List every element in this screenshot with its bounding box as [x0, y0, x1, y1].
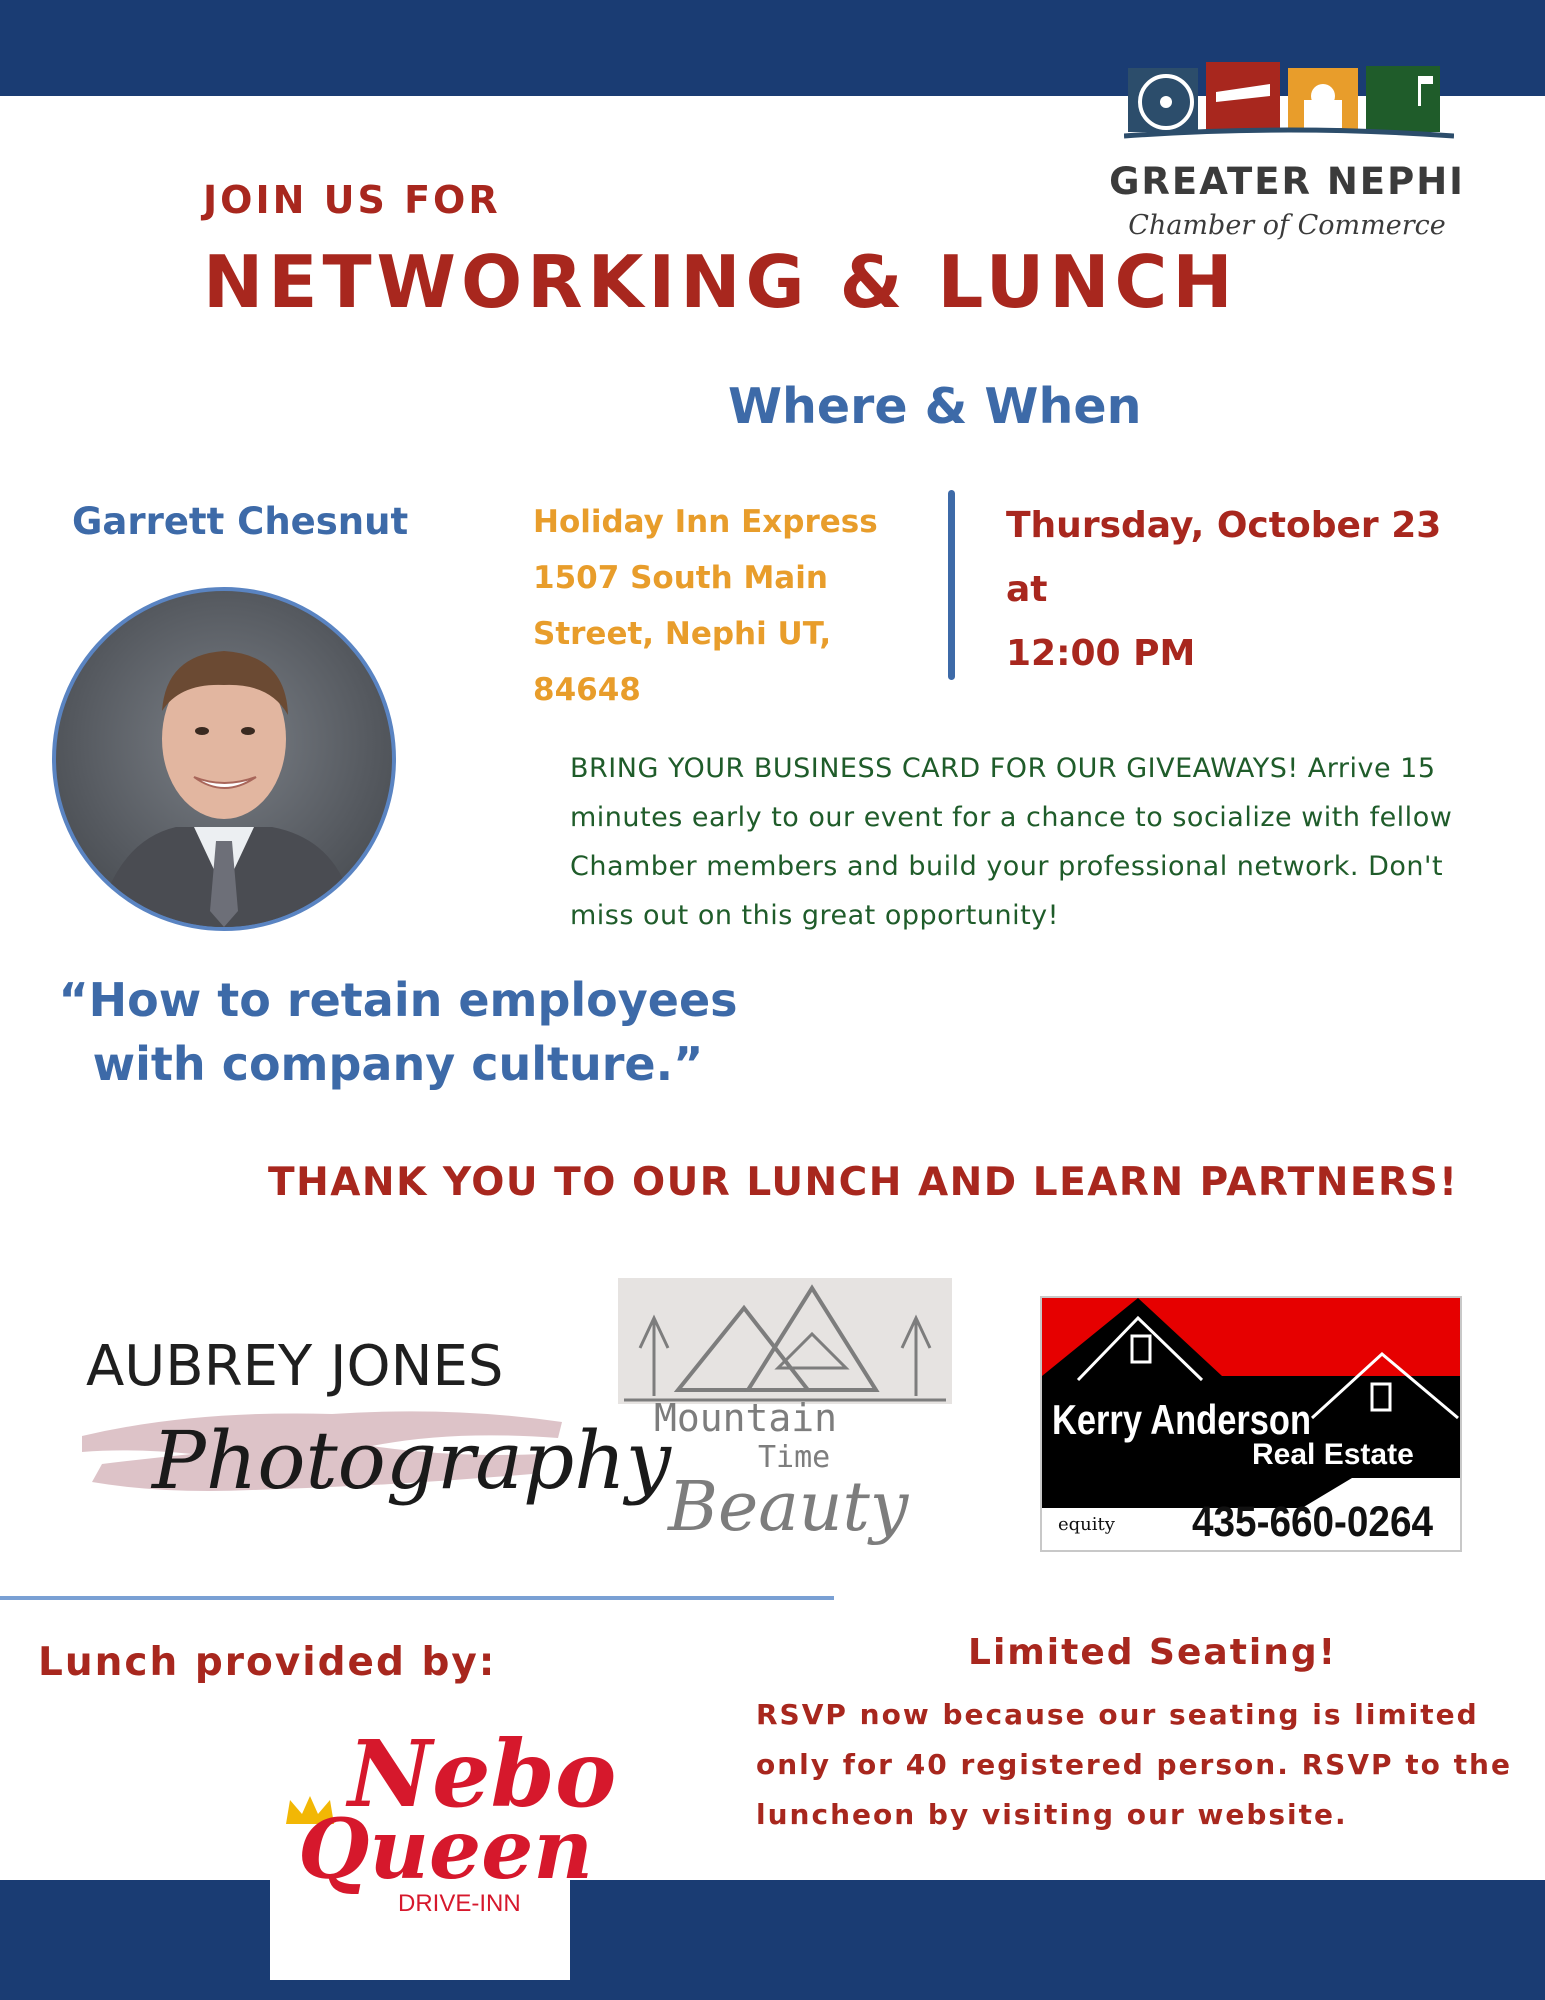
kerry-tagline: Real Estate: [1252, 1438, 1414, 1471]
quote-line: with company culture.”: [92, 1037, 704, 1091]
where-when-heading: Where & When: [728, 378, 1142, 435]
chamber-name: GREATER NEPHI: [1109, 160, 1465, 203]
mtb-line2: Time: [758, 1440, 831, 1475]
section-divider: [0, 1596, 834, 1600]
seating-line: RSVP now because our seating is limited: [756, 1698, 1479, 1731]
promo-line: BRING YOUR BUSINESS CARD FOR OUR GIVEAWAYS! Arrive 15: [570, 753, 1436, 784]
nebo-line2: Queen: [298, 1802, 594, 1898]
speaker-name: Garrett Chesnut: [72, 500, 409, 543]
seating-text: [756, 1690, 1516, 1840]
aubrey-script: Photography: [152, 1414, 671, 1507]
header-kicker: JOIN US FOR: [203, 178, 501, 222]
partners-heading: THANK YOU TO OUR LUNCH AND LEARN PARTNERS!: [268, 1160, 1459, 1205]
mtb-line3: Beauty: [668, 1468, 909, 1547]
chamber-logo-emblem: [1124, 62, 1454, 146]
aubrey-jones-logo: [72, 1318, 671, 1548]
aubrey-name: AUBREY JONES: [86, 1334, 504, 1399]
speaker-portrait-image: [56, 591, 392, 927]
quote-line: “How to retain employees: [58, 973, 738, 1027]
chamber-subtitle: Chamber of Commerce: [1128, 210, 1446, 241]
date-line: Thursday, October 23: [1006, 505, 1442, 546]
bottom-banner: [0, 1880, 1545, 2000]
kerry-name: Kerry Anderson: [1052, 1396, 1312, 1443]
promo-text: [570, 744, 1510, 940]
chamber-logo: [1102, 60, 1472, 250]
speaker-photo: [52, 587, 396, 931]
location-line: 1507 South Main: [533, 560, 828, 596]
promo-line: minutes early to our event for a chance to socialize with fellow: [570, 802, 1453, 833]
lunch-provider-label: Lunch provided by:: [38, 1640, 497, 1685]
talk-title-quote: [48, 968, 748, 1096]
date-line: 12:00 PM: [1006, 633, 1196, 674]
date-line: at: [1006, 569, 1048, 610]
mountain-graphic: [618, 1278, 952, 1408]
mountain-time-beauty-logo: [618, 1278, 952, 1568]
location-line: Street, Nephi UT,: [533, 616, 832, 652]
equity-brand: equity: [1058, 1514, 1115, 1535]
promo-line: Chamber members and build your professional network. Don't: [570, 851, 1444, 882]
nebo-queen-logo: [270, 1690, 617, 1980]
page-title: NETWORKING & LUNCH: [203, 240, 1238, 324]
seating-line: only for 40 registered person. RSVP to the: [756, 1748, 1512, 1781]
nebo-line3: DRIVE-INN: [398, 1890, 521, 1917]
kerry-anderson-logo: [1040, 1296, 1462, 1552]
seating-line: luncheon by visiting our website.: [756, 1798, 1348, 1831]
mtb-line1: Mountain: [654, 1396, 838, 1440]
kerry-phone: 435-660-0264: [1192, 1498, 1434, 1546]
nebo-line1: Nebo: [348, 1720, 617, 1828]
event-location: [533, 494, 878, 718]
promo-line: miss out on this great opportunity!: [570, 900, 1059, 931]
seating-title: Limited Seating!: [968, 1632, 1338, 1673]
vertical-divider: [948, 490, 955, 680]
location-line: 84648: [533, 672, 641, 708]
location-line: Holiday Inn Express: [533, 504, 878, 540]
event-datetime: [1006, 494, 1441, 686]
